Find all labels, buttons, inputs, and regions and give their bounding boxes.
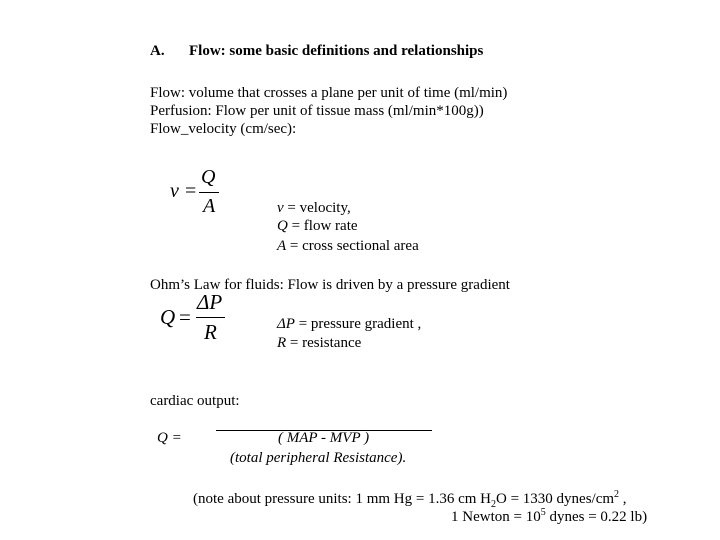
velocity-eq-numerator: Q bbox=[201, 166, 216, 188]
legend-q-text: = flow rate bbox=[287, 218, 358, 234]
legend-pressure-gradient bbox=[277, 315, 421, 334]
note-part3: , bbox=[619, 491, 627, 507]
ohms-law-text: Ohm’s Law for fluids: Flow is driven by a pressure gradient bbox=[150, 277, 510, 293]
velocity-eq-denominator: A bbox=[203, 195, 216, 217]
cardiac-eq-denominator: (total peripheral Resistance). bbox=[230, 450, 407, 466]
legend-dp-text: = pressure gradient , bbox=[294, 316, 422, 332]
definition-flow-velocity: Flow_velocity (cm/sec): bbox=[150, 121, 297, 137]
legend-v-symbol: v bbox=[277, 200, 284, 216]
velocity-eq-fraction-bar bbox=[199, 192, 219, 193]
legend-dp-symbol: ΔP bbox=[277, 316, 295, 332]
cardiac-eq-lhs: Q = bbox=[157, 430, 182, 446]
legend-area bbox=[277, 237, 419, 256]
legend-resistance bbox=[277, 334, 361, 353]
note-newton-superscript: 5 bbox=[540, 507, 546, 518]
ohms-eq-denominator: R bbox=[204, 320, 217, 344]
note-part1: (note about pressure units: 1 mm Hg = 1.36 cm H bbox=[193, 491, 492, 507]
ohms-eq-lhs: Q bbox=[160, 305, 176, 329]
legend-a-symbol: A bbox=[277, 238, 287, 254]
note-h2o-subscript: 2 bbox=[491, 499, 497, 510]
note-line2b: dynes = 0.22 lb) bbox=[545, 509, 648, 525]
cardiac-eq-numerator: ( MAP - MVP ) bbox=[278, 430, 370, 446]
legend-r-symbol: R bbox=[277, 335, 287, 351]
legend-velocity bbox=[277, 199, 351, 218]
definition-flow: Flow: volume that crosses a plane per unit of time (ml/min) bbox=[150, 85, 508, 101]
section-title: Flow: some basic definitions and relationships bbox=[189, 43, 484, 59]
velocity-eq-equals: = bbox=[185, 180, 197, 202]
legend-flow-rate bbox=[277, 217, 358, 236]
ohms-eq-equals: = bbox=[179, 305, 191, 329]
note-cm-superscript: 2 bbox=[614, 489, 620, 500]
cardiac-output-label: cardiac output: bbox=[150, 393, 240, 409]
legend-v-text: = velocity, bbox=[283, 200, 351, 216]
pressure-units-note-line1 bbox=[193, 490, 627, 509]
note-line2a: 1 Newton = 10 bbox=[451, 509, 541, 525]
definition-perfusion: Perfusion: Flow per unit of tissue mass (ml/min*100g)) bbox=[150, 103, 484, 119]
legend-q-symbol: Q bbox=[277, 218, 288, 234]
legend-a-text: = cross sectional area bbox=[286, 238, 419, 254]
pressure-units-note-line2 bbox=[451, 508, 647, 527]
legend-r-text: = resistance bbox=[286, 335, 362, 351]
velocity-eq-lhs: v bbox=[170, 180, 179, 202]
ohms-eq-fraction-bar bbox=[196, 317, 225, 318]
ohms-eq-numerator: ΔP bbox=[197, 290, 223, 314]
note-part2: O = 1330 dynes/cm bbox=[496, 491, 615, 507]
section-letter: A. bbox=[150, 43, 165, 59]
